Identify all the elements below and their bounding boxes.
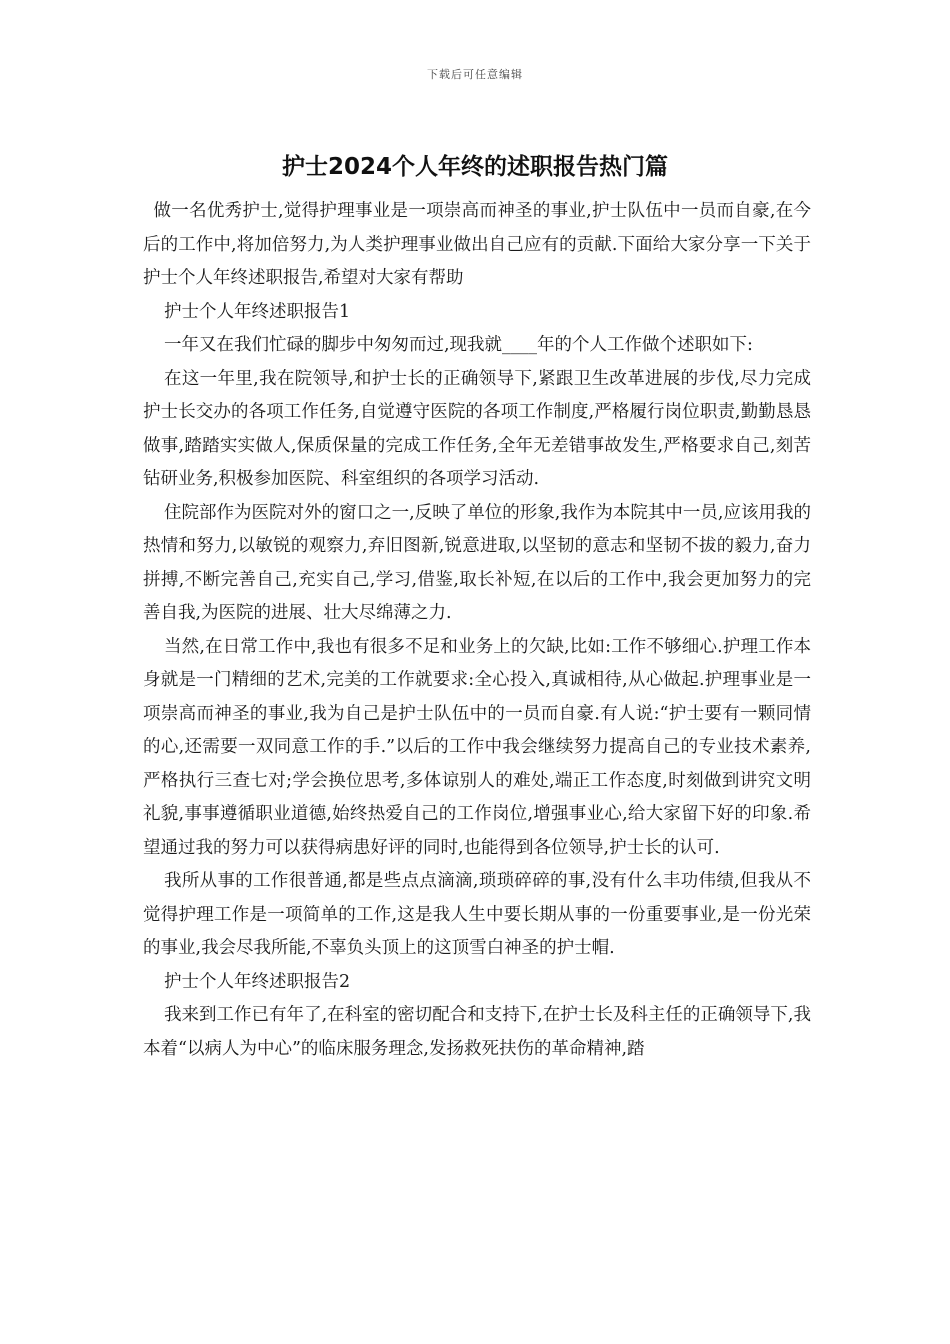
report-1-paragraph-3: 住院部作为医院对外的窗口之一,反映了单位的形象,我作为本院其中一员,应该用我的热情和努力,以敏锐的观察力,弃旧图新,锐意进取,以坚韧的意志和坚韧不拔的毅力,奋力拼搏,不断完善自己,充实自己,学习,借鉴,取长补短,在以后的工作中,我会更加努力的完善自我,为医院的进展、壮大尽绵薄之力. <box>143 502 811 623</box>
report-1-heading: 护士个人年终述职报告1 <box>164 301 351 322</box>
intro-paragraph: 做一名优秀护士,觉得护理事业是一项崇高而神圣的事业,护士队伍中一员而自豪,在今后的工作中,将加倍努力,为人类护理事业做出自己应有的贡献.下面给大家分享一下关于护士个人年终述职报告,希望对大家有帮助 <box>143 201 811 288</box>
report-2-paragraph-1: 我来到工作已有年了,在科室的密切配合和支持下,在护士长及科主任的正确领导下,我本着“以病人为中心”的临床服务理念,发扬救死扶伤的革命精神,踏 <box>143 1005 811 1059</box>
report-1-paragraph-1: 一年又在我们忙碌的脚步中匆匆而过,现我就____年的个人工作做个述职如下: <box>164 335 753 355</box>
report-1-paragraph-2: 在这一年里,我在院领导,和护士长的正确领导下,紧跟卫生改革进展的步伐,尽力完成护士长交办的各项工作任务,自觉遵守医院的各项工作制度,严格履行岗位职责,勤勤恳恳做事,踏踏实实做人,保质保量的完成工作任务,全年无差错事故发生,严格要求自己,刻苦钻研业务,积极参加医院、科室组织的各项学习活动. <box>143 368 811 489</box>
header-note: 下载后可任意编辑 <box>427 68 523 81</box>
document-body <box>143 195 811 1066</box>
document-title: 护士2024个人年终的述职报告热门篇 <box>281 154 668 180</box>
report-2-heading: 护士个人年终述职报告2 <box>164 971 351 992</box>
report-1-paragraph-5: 我所从事的工作很普通,都是些点点滴滴,琐琐碎碎的事,没有什么丰功伟绩,但我从不觉得护理工作是一项简单的工作,这是我人生中要长期从事的一份重要事业,是一份光荣的事业,我会尽我所能,不辜负头顶上的这顶雪白神圣的护士帽. <box>143 871 811 958</box>
report-1-paragraph-4: 当然,在日常工作中,我也有很多不足和业务上的欠缺,比如:工作不够细心.护理工作本身就是一门精细的艺术,完美的工作就要求:全心投入,真诚相待,从心做起.护理事业是一项崇高而神圣的事业,我为自己是护士队伍中的一员而自豪.有人说:“护士要有一颗同情的心,还需要一双同意工作的手.”以后的工作中我会继续努力提高自己的专业技术素养,严格执行三查七对;学会换位思考,多体谅别人的难处,端正工作态度,时刻做到讲究文明礼貌,事事遵循职业道德,始终热爱自己的工作岗位,增强事业心,给大家留下好的印象.希望通过我的努力可以获得病患好评的同时,也能得到各位领导,护士长的认可. <box>143 636 811 858</box>
